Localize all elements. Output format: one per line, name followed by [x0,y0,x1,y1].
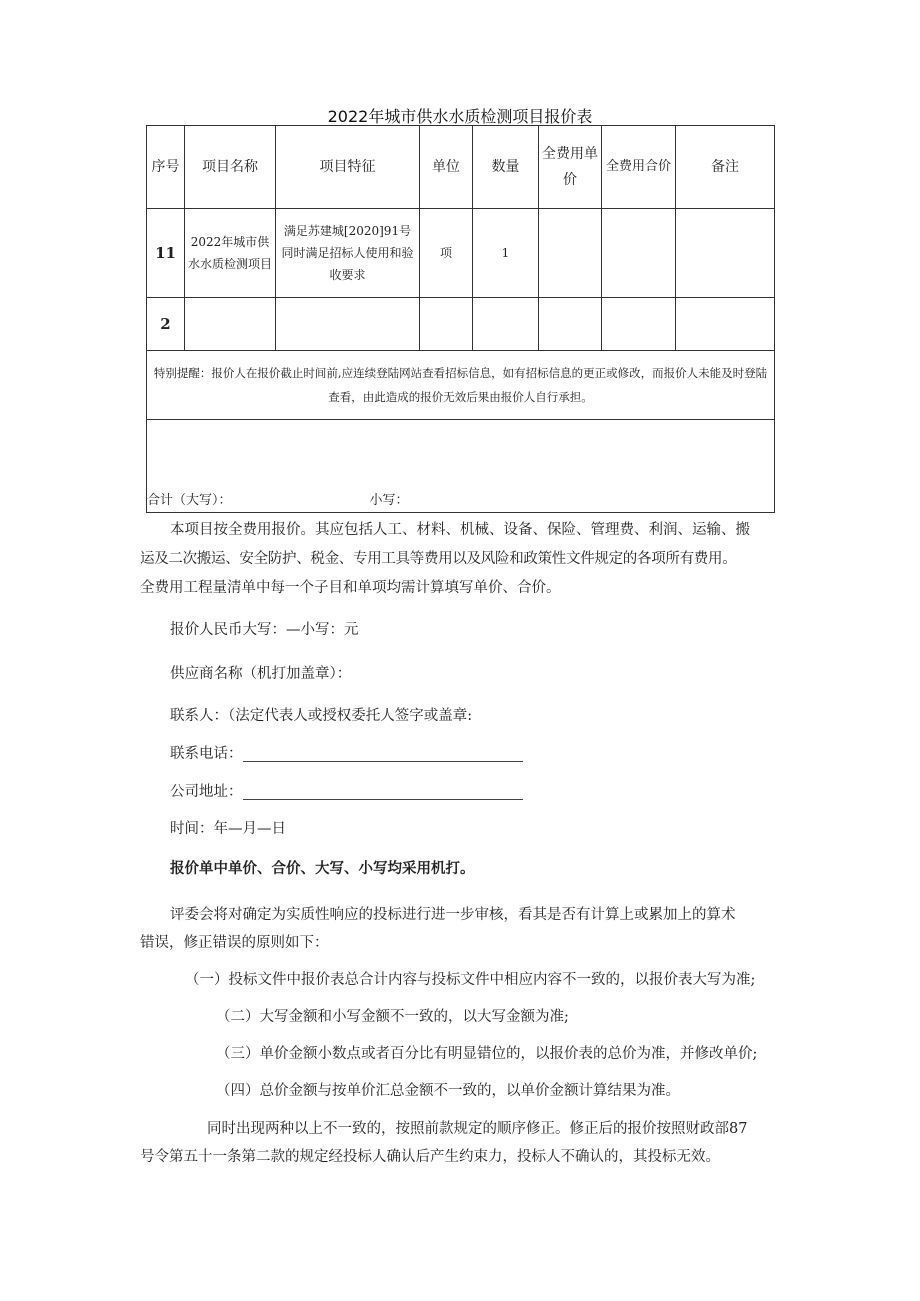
time-line: 时间：年—月—日 [170,821,286,837]
item-unit: 项 [420,209,473,298]
header-cell: 全费用单价 [539,126,602,209]
item-feature [276,298,420,351]
table-row [147,209,775,298]
item-total-price [602,298,676,351]
document-title: 2022年城市供水水质检测项目报价表 [327,107,593,126]
item-feature: 满足苏建城[2020]91号同时满足招标人使用和验收要求 [276,209,420,298]
phone-line [170,740,523,769]
paragraph: 运及二次搬运、安全防护、税金、专用工具等费用以及风险和政策性文件规定的各项所有费用。 [140,551,737,567]
item-unit-price [539,298,602,351]
table-row [147,298,775,351]
total-big-label: 合计（大写）： [147,493,232,508]
paragraph: 同时出现两种以上不一致的，按照前款规定的顺序修正。修正后的报价按照财政部87 [207,1121,748,1137]
item-name [185,298,276,351]
row-number: 2 [147,298,185,351]
item-unit-price [539,209,602,298]
paragraph: 本项目按全费用报价。其应包括人工、材料、机械、设备、保险、管理费、利润、运输、搬 [170,522,750,538]
row-number: 11 [147,209,185,298]
address-label: 公司地址： [170,784,243,800]
rmb-line: 报价人民币大写：—小写：元 [170,622,359,638]
total-row [147,420,775,513]
header-cell: 单位 [420,126,473,209]
address-line [170,778,523,807]
item-remark [676,298,775,351]
address-blank [243,785,523,800]
rule-item: （一）投标文件中报价表总合计内容与投标文件中相应内容不一致的，以报价表大写为准; [185,972,756,988]
header-cell: 项目特征 [276,126,420,209]
rule-item: （三）单价金额小数点或者百分比有明显错位的，以报价表的总价为准，并修改单价; [216,1046,758,1062]
bold-note: 报价单中单价、合价、大写、小写均采用机打。 [170,861,475,877]
paragraph: 评委会将对确定为实质性响应的投标进行进一步审核，看其是否有计算上或累加上的算术 [170,907,736,923]
item-name: 2022年城市供水水质检测项目 [185,209,276,298]
header-cell: 项目名称 [185,126,276,209]
table-header-row [147,126,775,209]
special-notice: 特别提醒：报价人在报价截止时间前,应连续登陆网站查看招标信息，如有招标信息的更正或修改，而报价人未能及时登陆查看，由此造成的报价无效后果由报价人自行承担。 [147,351,775,420]
item-quantity [473,298,539,351]
paragraph: 错误，修正错误的原则如下： [140,935,329,951]
item-total-price [602,209,676,298]
item-quantity: 1 [473,209,539,298]
phone-label: 联系电话： [170,746,243,762]
rule-item: （四）总价金额与按单价汇总金额不一致的，以单价金额计算结果为准。 [216,1083,680,1099]
paragraph: 全费用工程量清单中每一个子目和单项均需计算填写单价、合价。 [140,580,561,596]
supplier-line: 供应商名称（机打加盖章）： [170,666,352,682]
header-cell: 序号 [147,126,185,209]
paragraph: 号令第五十一条第二款的规定经投标人确认后产生约束力，投标人不确认的，其投标无效。 [140,1149,720,1165]
rule-item: （二）大写金额和小写金额不一致的，以大写金额为准; [216,1009,569,1025]
header-cell: 数量 [473,126,539,209]
contact-line: 联系人：（法定代表人或授权委托人签字或盖章: [170,708,473,724]
quote-table [146,125,775,513]
header-cell: 备注 [676,126,775,209]
phone-blank [243,747,523,762]
item-remark [676,209,775,298]
total-small-label: 小写： [369,493,409,508]
item-unit [420,298,473,351]
header-cell: 全费用合价 [602,126,676,209]
